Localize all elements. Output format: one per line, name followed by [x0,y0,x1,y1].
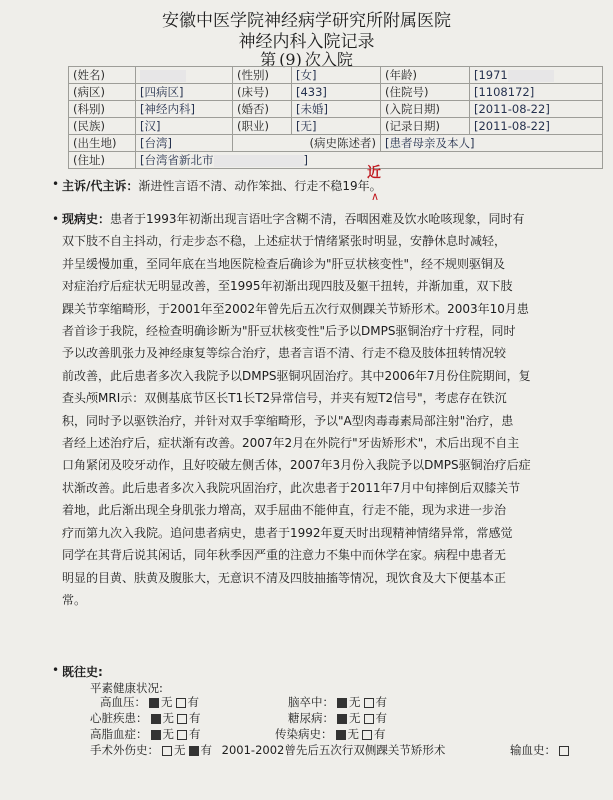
stroke-row: 脑卒中： 无 有 [288,695,387,709]
history-line: 现病史：患者于1993年初渐出现言语吐字含糊不清，吞咽困难及饮水呛咳现象，同时有 [62,212,525,226]
dept-value: [神经内科] [136,101,233,118]
admit-date-value: [2011-08-22] [470,101,603,118]
address-value: [台湾省新北市 ] [136,152,603,169]
chief-complaint [52,177,582,194]
history-line: 常。 [62,592,87,607]
visit-number: (9) [279,50,302,69]
redacted-address [214,155,304,167]
bed-value: [433] [292,84,381,101]
job-label: (职业) [233,118,292,135]
hyperlipidemia-row: 高脂血症： 无 有 [90,727,201,741]
checkbox-checked-icon[interactable] [149,698,159,708]
age-label: (年龄) [381,67,470,84]
checkbox-empty-icon[interactable] [559,746,569,756]
diabetes-row: 糖尿病： 无 有 [288,711,387,725]
checkbox-empty-icon[interactable] [162,746,172,756]
patient-info-table [68,66,603,169]
history-line: 双下肢不自主抖动，行走步态不稳，上述症状于情绪紧张时明显，安静休息时减轻， [62,234,507,249]
checkbox-checked-icon[interactable] [336,730,346,740]
complaint-text: 渐进性言语不清、动作笨拙、行走不稳19年。 [138,179,382,193]
history-line: 踝关节挛缩畸形，于2001年至2002年曾先后五次行双侧踝关节矫形术。2003年10月患 [62,301,529,316]
surgery-detail: 2001-2002曾先后五次行双侧踝关节矫形术 [221,743,446,757]
ethnic-label: (民族) [69,118,136,135]
bullet-icon: • [52,212,60,226]
checkbox-checked-icon[interactable] [189,746,199,756]
history-line: 并呈缓慢加重，至同年底在当地医院检查后确诊为"肝豆状核变性"，经不规则驱铜及 [62,256,506,271]
history-label: 现病史： [62,212,111,226]
age-value: [1971 [470,67,603,84]
hospital-name: 安徽中医学院神经病学研究所附属医院 [162,11,451,31]
redacted-age [508,70,554,82]
admit-date-label: (入院日期) [381,101,470,118]
transfusion-row: 输血史： [510,742,571,758]
marriage-value: [未婚] [292,101,381,118]
visit-suffix: 次入院 [304,50,353,69]
history-line: 口角紧闭及咬牙动作，且好咬破左侧舌体，2007年3月份入我院予以DMPS驱铜治疗后症 [62,458,531,473]
sex-value: [女] [292,67,381,84]
ward-label: (病区) [69,84,136,101]
history-line: 状渐改善。此后患者多次入我院巩固治疗，此次患者于2011年7月中旬摔倒后双膝关节 [62,480,521,495]
checkbox-checked-icon[interactable] [151,730,161,740]
past-history [52,663,103,680]
ethnic-value: [汉] [136,118,233,135]
history-line: 明显的目黄、肤黄及腹胀大，无意识不清及四肢抽搐等情况，现饮食及大下便基本正 [62,570,507,585]
redacted-name [140,70,186,82]
present-illness [52,208,582,611]
history-line: 者经上述治疗后，症状渐有改善。2007年2月在外院行"牙齿矫形术"，术后出现不自主 [62,436,520,451]
history-line: 对症治疗后症状无明显改善，至1995年初渐出现四肢及躯干扭转，并渐加重，双下肢 [62,279,513,294]
birthplace-label: (出生地) [69,135,136,152]
name-value [136,67,233,84]
checkbox-checked-icon[interactable] [337,714,347,724]
history-line: 予以改善肌张力及神经康复等综合治疗，患者言语不清、行走不稳及肢体扭转情况较 [62,346,507,361]
record-title: 神经内科入院记录 [238,32,375,52]
history-line: 者首诊于我院，经检查明确诊断为"肝豆状核变性"后予以DMPS驱铜治疗十疗程，同时 [62,324,516,339]
history-line: 着地，此后渐出现全身肌张力增高，双手屈曲不能伸直，行走不能，现为求进一步治 [62,503,507,518]
bed-label: (床号) [233,84,292,101]
heart-disease-row: 心脏疾患： 无 有 [90,711,201,725]
sex-label: (性别) [233,67,292,84]
history-line: 前改善，此后患者多次入我院予以DMPS驱铜巩固治疗。其中2006年7月份住院期间，复 [62,368,531,383]
checkbox-empty-icon[interactable] [177,714,187,724]
history-line: 积，同时予以驱铁治疗，并针对双手挛缩畸形，予以"A型肉毒毒素局部注射"治疗，患 [62,413,514,428]
history-line: 疗而第九次入我院。追问患者病史，患者于1992年夏天时出现精神情绪异常，常感觉 [62,525,513,540]
record-date-label: (记录日期) [381,118,470,135]
inpatient-value: [1108172] [470,84,603,101]
health-status-label: 平素健康状况: [90,681,163,695]
surgery-row: 手术外伤史： 无 有 2001-2002曾先后五次行双侧踝关节矫形术 [90,743,446,757]
checkbox-empty-icon[interactable] [364,698,374,708]
checkbox-empty-icon[interactable] [362,730,372,740]
dept-label: (科别) [69,101,136,118]
handwritten-correction: 近 [367,165,381,181]
visit-prefix: 第 [260,50,277,69]
narrator-label: (病史陈述者) [233,135,381,152]
checkbox-empty-icon[interactable] [177,730,187,740]
hypertension-row: 高血压： 无 有 [100,695,199,709]
marriage-label: (婚否) [233,101,292,118]
correction-caret-icon: ∧ [371,190,380,203]
bullet-icon: • [52,663,60,677]
address-label: (住址) [69,152,136,169]
bullet-icon: • [52,177,60,191]
checkbox-checked-icon[interactable] [337,698,347,708]
ward-value: [四病区] [136,84,233,101]
past-history-label: 既往史: [62,665,103,679]
birthplace-value: [台湾] [136,135,233,152]
inpatient-label: (住院号) [381,84,470,101]
history-line: 查头颅MRI示：双侧基底节区长T1长T2异常信号，并夹有短T2信号"，考虑存在铁沉 [62,391,507,406]
history-line: 同学在其背后说其闲话，同年秋季因严重的注意力不集中而休学在家。病程中患者无 [62,548,507,563]
narrator-value: [患者母亲及本人] [381,135,603,152]
checkbox-empty-icon[interactable] [176,698,186,708]
job-value: [无] [292,118,381,135]
checkbox-empty-icon[interactable] [364,714,374,724]
record-date-value: [2011-08-22] [470,118,603,135]
name-label: (姓名) [69,67,136,84]
checkbox-checked-icon[interactable] [151,714,161,724]
complaint-label: 主诉/代主诉： [62,179,139,193]
infectious-disease-row: 传染病史： 无 有 [275,727,386,741]
